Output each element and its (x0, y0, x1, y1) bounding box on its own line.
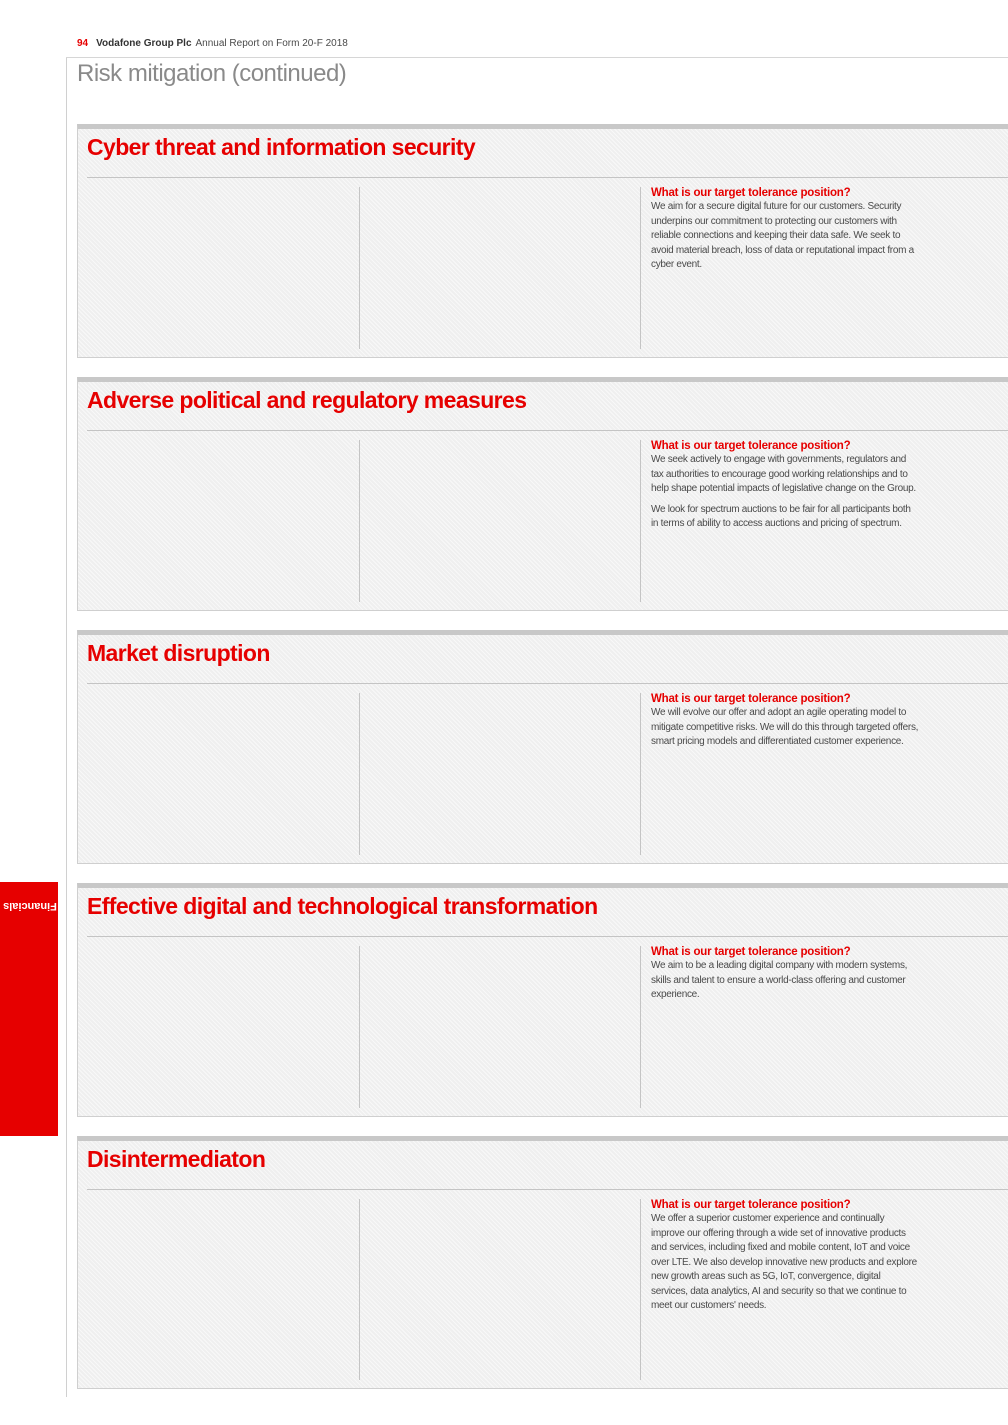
risk-title: Market disruption (87, 640, 270, 666)
tolerance-text: We aim for a secure digital future for our customers. Security underpins our commitment to protecting our customers with reliable connections and keeping their data safe. We seek to avoid material breach, loss of data or reputational impact from a cyber event. (651, 201, 914, 270)
risk-title: Cyber threat and information security (87, 134, 476, 160)
tolerance-text: We will evolve our offer and adopt an agile operating model to mitigate competitive risks. We will do this through targeted offers, smart pricing models and differentiated customer experience. (651, 707, 919, 747)
page-title: Risk mitigation (continued) (77, 60, 347, 87)
risk-panel-cyber-threat (77, 124, 1008, 358)
tolerance-heading: What is our target tolerance position? (651, 187, 851, 199)
tolerance-column (651, 1198, 919, 1314)
tolerance-text: We offer a superior customer experience and continually improve our offering through a wide set of innovative products and services, including fixed and mobile content, IoT and voice over LTE. We also develop innovative new products and explore new growth areas such as 5G, IoT, convergence, digital services, data analytics, AI and security so that we continue to meet our customers' needs. (651, 1213, 917, 1311)
column-divider (640, 693, 641, 855)
tolerance-text: We seek actively to engage with governments, regulators and tax authorities to encourage good working relationships and to help shape potential impacts of legislative change on the Group. (651, 454, 916, 494)
column-divider (359, 946, 360, 1108)
report-name: Annual Report on Form 20-F 2018 (195, 38, 348, 49)
column-divider (359, 693, 360, 855)
tolerance-heading: What is our target tolerance position? (651, 440, 851, 452)
column-divider (359, 440, 360, 602)
running-header (77, 38, 348, 49)
page-margin-line (66, 57, 67, 1397)
column-divider (640, 440, 641, 602)
tolerance-heading: What is our target tolerance position? (651, 693, 851, 705)
title-rule (87, 430, 1008, 431)
tolerance-text: We aim to be a leading digital company with modern systems, skills and talent to ensure a world-class offering and customer experience. (651, 960, 908, 1000)
tolerance-heading: What is our target tolerance position? (651, 1199, 851, 1211)
risk-title: Disintermediaton (87, 1146, 266, 1172)
tolerance-column (651, 945, 919, 1003)
title-rule (87, 936, 1008, 937)
title-rule (87, 683, 1008, 684)
column-divider (640, 946, 641, 1108)
title-rule (87, 1189, 1008, 1190)
risk-panel-political-regulatory (77, 377, 1008, 611)
section-tab-financials[interactable] (0, 882, 58, 1136)
risk-panel-digital-transformation (77, 883, 1008, 1117)
risk-panel-disintermediation (77, 1136, 1008, 1389)
header-rule (66, 57, 1008, 58)
tolerance-column (651, 439, 919, 532)
column-divider (640, 1199, 641, 1380)
risk-title: Adverse political and regulatory measures (87, 387, 527, 413)
section-tab-label: Financials (3, 900, 57, 912)
tolerance-column (651, 186, 919, 273)
risk-title: Effective digital and technological transformation (87, 893, 598, 919)
company-name: Vodafone Group Plc (96, 38, 192, 49)
page-number: 94 (77, 38, 89, 49)
risk-panel-market-disruption (77, 630, 1008, 864)
tolerance-column (651, 692, 919, 750)
column-divider (359, 187, 360, 349)
tolerance-text: We look for spectrum auctions to be fair for all participants both in terms of ability to access auctions and pricing of spectrum. (651, 503, 911, 529)
title-rule (87, 177, 1008, 178)
column-divider (640, 187, 641, 349)
column-divider (359, 1199, 360, 1380)
tolerance-heading: What is our target tolerance position? (651, 946, 851, 958)
